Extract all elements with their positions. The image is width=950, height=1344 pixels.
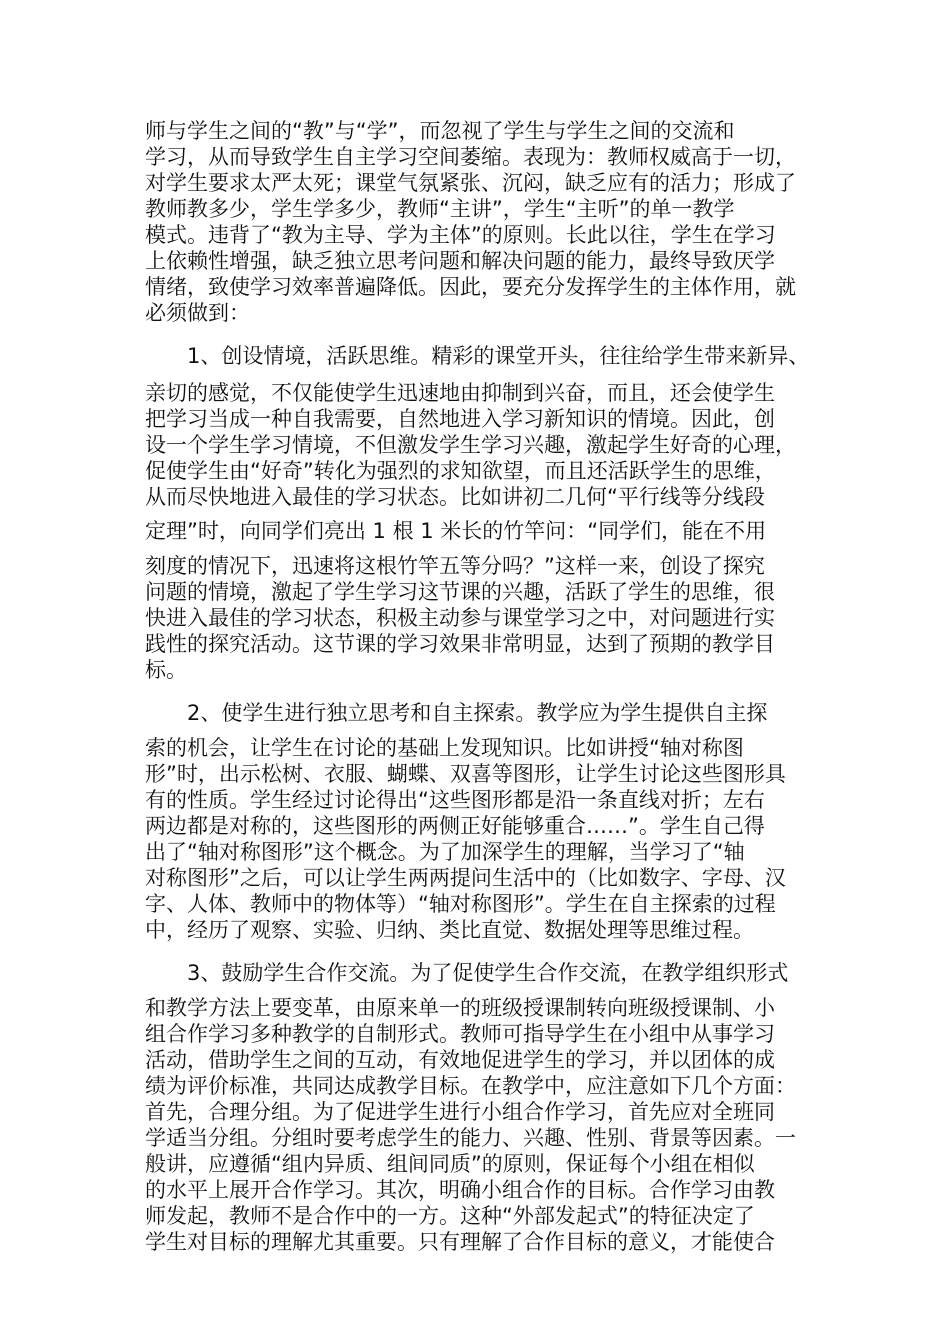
- text-line: 首先，合理分组。为了促进学生进行小组合作学习，首先应对全班同: [145, 1100, 775, 1124]
- text-line: 模式。违背了“教为主导、学为主体”的原则。长此以往，学生在学习: [145, 223, 776, 247]
- text-line: 般讲，应遵循“组内异质、组间同质”的原则，保证每个小组在相似: [145, 1152, 755, 1176]
- text-line: 3、鼓励学生合作交流。为了促使学生合作交流，在教学组织形式: [187, 961, 789, 985]
- text-line: 设一个学生学习情境，不但激发学生学习兴趣，激起学生好奇的心理，: [145, 433, 796, 457]
- text-line: 快进入最佳的学习状态，积极主动参与课堂学习之中，对问题进行实: [145, 606, 775, 630]
- text-line: 2、使学生进行独立思考和自主探索。教学应为学生提供自主探: [187, 701, 768, 725]
- text-line: 从而尽快地进入最佳的学习状态。比如讲初二几何“平行线等分线段: [145, 485, 765, 509]
- text-line: 践性的探究活动。这节课的学习效果非常明显，达到了预期的教学目: [145, 632, 775, 656]
- text-line: 上依赖性增强，缺乏独立思考问题和解决问题的能力，最终导致厌学: [145, 249, 775, 273]
- text-line: 组合作学习多种教学的自制形式。教师可指导学生在小组中从事学习: [145, 1022, 775, 1046]
- text-line: 情绪，致使学习效率普遍降低。因此，要充分发挥学生的主体作用，就: [145, 275, 796, 299]
- text-line: 绩为评价标准，共同达成教学目标。在教学中，应注意如下几个方面：: [145, 1074, 796, 1098]
- text-line: 和教学方法上要变革，由原来单一的班级授课制转向班级授课制、小: [145, 996, 775, 1020]
- text-line: 定理”时，向同学们亮出 1 根 1 米长的竹竿问：“同学们，能在不用: [145, 519, 767, 543]
- text-line: 1、创设情境，活跃思维。精彩的课堂开头，往往给学生带来新异、: [187, 344, 810, 368]
- text-line: 问题的情境，激起了学生学习这节课的兴趣，活跃了学生的思维，很: [145, 580, 775, 604]
- text-line: 索的机会，让学生在讨论的基础上发现知识。比如讲授“轴对称图: [145, 736, 744, 760]
- text-line: 学习，从而导致学生自主学习空间萎缩。表现为：教师权威高于一切，: [145, 145, 796, 169]
- text-line: 学生对目标的理解尤其重要。只有理解了合作目标的意义，才能使合: [145, 1230, 775, 1254]
- text-line: 有的性质。学生经过讨论得出“这些图形都是沿一条直线对折；左右: [145, 788, 765, 812]
- text-line: 师发起，教师不是合作中的一方。这种“外部发起式”的特征决定了: [145, 1204, 755, 1228]
- text-line: 中，经历了观察、实验、归纳、类比直觉、数据处理等思维过程。: [145, 918, 754, 942]
- text-line: 活动，借助学生之间的互动，有效地促进学生的学习，并以团体的成: [145, 1048, 775, 1072]
- text-line: 的水平上展开合作学习。其次，明确小组合作的目标。合作学习由教: [145, 1178, 775, 1202]
- text-line: 教师教多少，学生学多少，教师“主讲”，学生“主听”的单一教学: [145, 197, 735, 221]
- text-line: 必须做到：: [145, 301, 250, 325]
- text-line: 标。: [145, 658, 187, 682]
- text-line: 亲切的感觉，不仅能使学生迅速地由抑制到兴奋，而且，还会使学生: [145, 381, 775, 405]
- text-line: 促使学生由“好奇”转化为强烈的求知欲望，而且还活跃学生的思维，: [145, 459, 776, 483]
- text-line: 学适当分组。分组时要考虑学生的能力、兴趣、性别、背景等因素。一: [145, 1126, 796, 1150]
- text-line: 字、人体、教师中的物体等）“轴对称图形”。学生在自主探索的过程: [145, 892, 776, 916]
- body-text: [145, 0, 810, 1344]
- text-line: 对学生要求太严太死；课堂气氛紧张、沉闷，缺乏应有的活力；形成了: [145, 171, 796, 195]
- text-line: 对称图形”之后，可以让学生两两提问生活中的（比如数字、字母、汉: [145, 866, 786, 890]
- text-line: 刻度的情况下，迅速将这根竹竿五等分吗？”这样一来，创设了探究: [145, 554, 765, 578]
- text-line: 形”时，出示松树、衣服、蝴蝶、双喜等图形，让学生讨论这些图形具: [145, 762, 786, 786]
- text-line: 师与学生之间的“教”与“学”，而忽视了学生与学生之间的交流和: [145, 119, 735, 143]
- text-line: 出了“轴对称图形”这个概念。为了加深学生的理解，当学习了“轴: [145, 840, 745, 864]
- text-line: 把学习当成一种自我需要，自然地进入学习新知识的情境。因此，创: [145, 407, 775, 431]
- text-line: 两边都是对称的，这些图形的两侧正好能够重合……”。学生自己得: [145, 814, 765, 838]
